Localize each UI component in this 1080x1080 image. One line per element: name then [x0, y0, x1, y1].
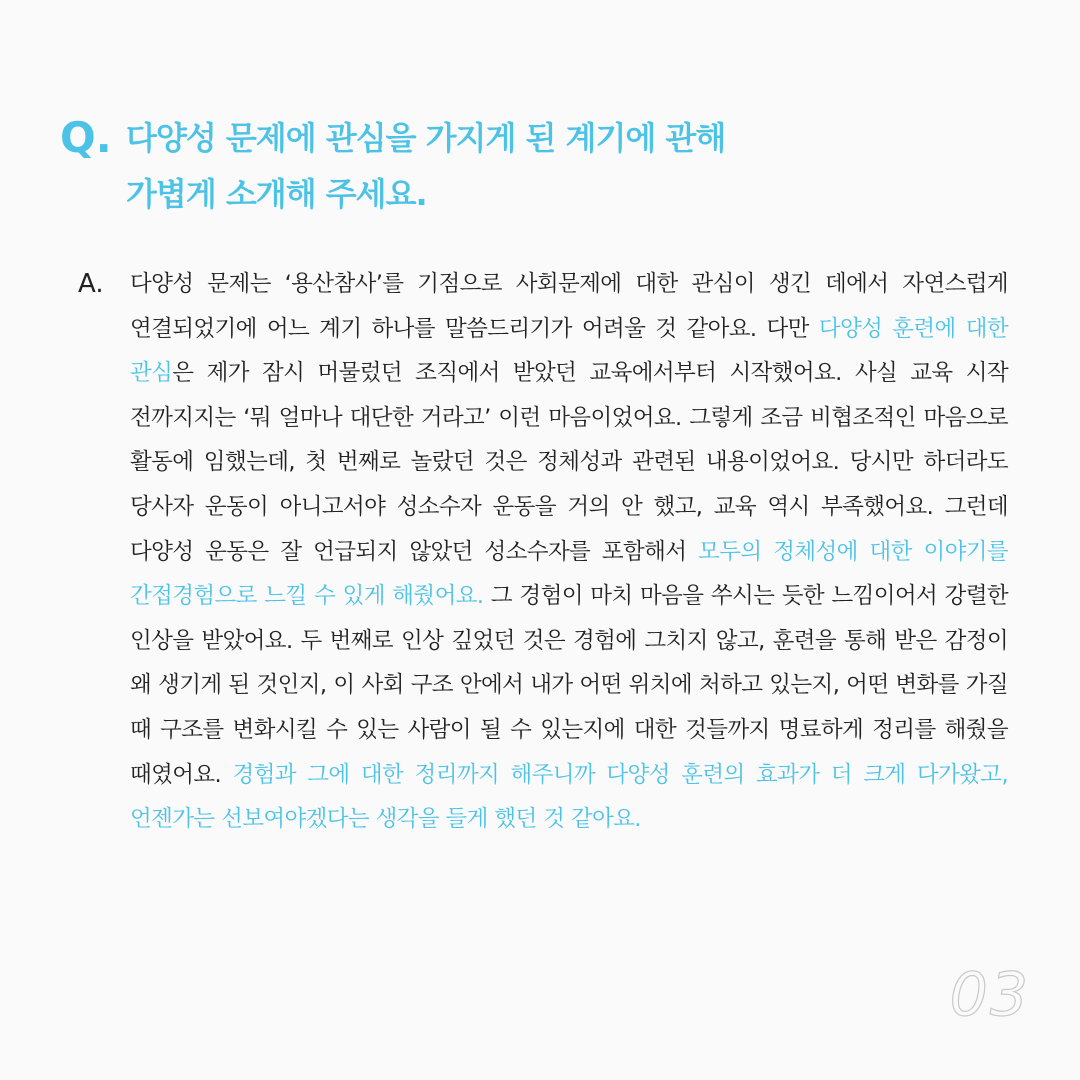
answer-segment: 다양성 문제는 ‘용산참사’를 기점으로 사회문제에 대한 관심이 생긴 데에서 자연스럽게 연결되었기에 어느 계기 하나를 말씀드리기가 어려울 것 같아요. 다만 — [130, 271, 1008, 342]
answer-highlight: 다양성 훈련에 대한 관심 — [130, 315, 1008, 387]
answer-highlight: 경험과 그에 대한 정리까지 해주니까 다양성 훈련의 효과가 더 크게 다가왔고, 언젠가는 선보여야겠다는 생각을 들게 했던 것 같아요. — [130, 761, 1008, 833]
question-mark: Q. — [60, 113, 112, 162]
answer-block — [78, 262, 1008, 842]
answer-mark: A. — [78, 269, 104, 299]
answer-segment: 그 경험이 마치 마음을 쑤시는 듯한 느낌이어서 강렬한 인상을 받았어요. 두 번째로 인상 깊었던 것은 경험에 그치지 않고, 훈련을 통해 받은 감정이 왜 생기게 된 것인지, 이 사회 구조 안에서 내가 어떤 위치에 처하고 있는지, 어떤 변화를 가질 때 구조를 변화시킬 수 있는 사람이 될 수 있는지에 대한 것들까지 명료하게 정리를 해줬을 때였어요. — [130, 583, 1008, 788]
question-block — [60, 110, 1020, 222]
answer-segment: 은 제가 잠시 머물렀던 조직에서 받았던 교육에서부터 시작했어요. 사실 교육 시작 전까지지는 ‘뭐 얼마나 대단한 거라고’ 이런 마음이었어요. 그렇게 조금 비협조적인 마음으로 활동에 임했는데, 첫 번째로 놀랐던 것은 정체성과 관련된 내용이었어요. 당시만 하더라도 당사자 운동이 아니고서야 성소수자 운동을 거의 안 했고, 교육 역시 부족했어요. 그런데 다양성 운동은 잘 언급되지 않았던 성소수자를 포함해서 — [130, 360, 1008, 565]
page-number: 03 — [949, 960, 1030, 1030]
answer-text — [130, 262, 1008, 842]
question-line-1: 다양성 문제에 관심을 가지게 된 계기에 관해 — [126, 119, 726, 157]
question-text — [126, 110, 1020, 222]
answer-highlight: 모두의 정체성에 대한 이야기를 간접경험으로 느낄 수 있게 해줬어요. — [130, 538, 1008, 610]
question-line-2: 가볍게 소개해 주세요. — [126, 175, 427, 213]
